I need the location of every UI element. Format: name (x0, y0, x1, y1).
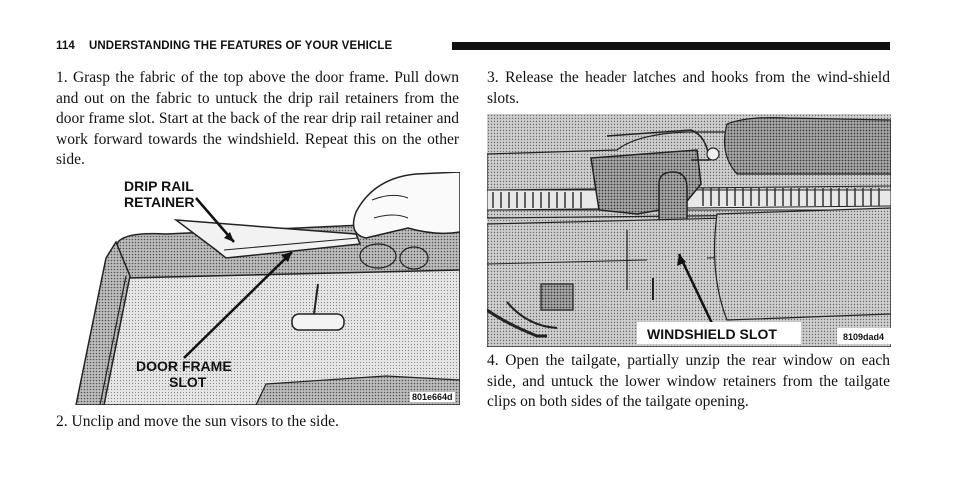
figure-drip-rail-retainer (56, 172, 460, 405)
windshield-slot-illustration (487, 114, 891, 347)
step-1-text: 1. Grasp the fabric of the top above the door frame. Pull down and out on the fabric to untuck the drip rail retainers from the door frame slot. Start at the back of the rear drip rail retainer and work forward towards the windshield. Repeat this on the other side. (56, 69, 459, 168)
step-2-text: 2. Unclip and move the sun visors to the side. (56, 413, 339, 430)
header-rule (452, 42, 890, 50)
figure-id-2: 8109dad4 (843, 332, 885, 342)
step-3-text: 3. Release the header latches and hooks from the wind-shield slots. (487, 69, 890, 107)
section-title: UNDERSTANDING THE FEATURES OF YOUR VEHICLE (89, 40, 393, 52)
callout-slot: SLOT (169, 374, 207, 390)
callout-drip-rail: DRIP RAIL (124, 178, 194, 194)
page-header (56, 38, 890, 54)
callout-retainer: RETAINER (124, 194, 195, 210)
figure-id-1: 801e664d (412, 392, 453, 402)
figure-windshield-slot (487, 114, 891, 347)
step-4-text: 4. Open the tailgate, partially unzip the rear window on each side, and untuck the lower window retainers from the tailgate clips on both sides of the tailgate opening. (487, 352, 890, 410)
drip-rail-illustration (56, 172, 460, 405)
callout-door-frame: DOOR FRAME (136, 358, 232, 374)
callout-windshield-slot: WINDSHIELD SLOT (647, 326, 777, 342)
page-number: 114 (56, 40, 75, 52)
